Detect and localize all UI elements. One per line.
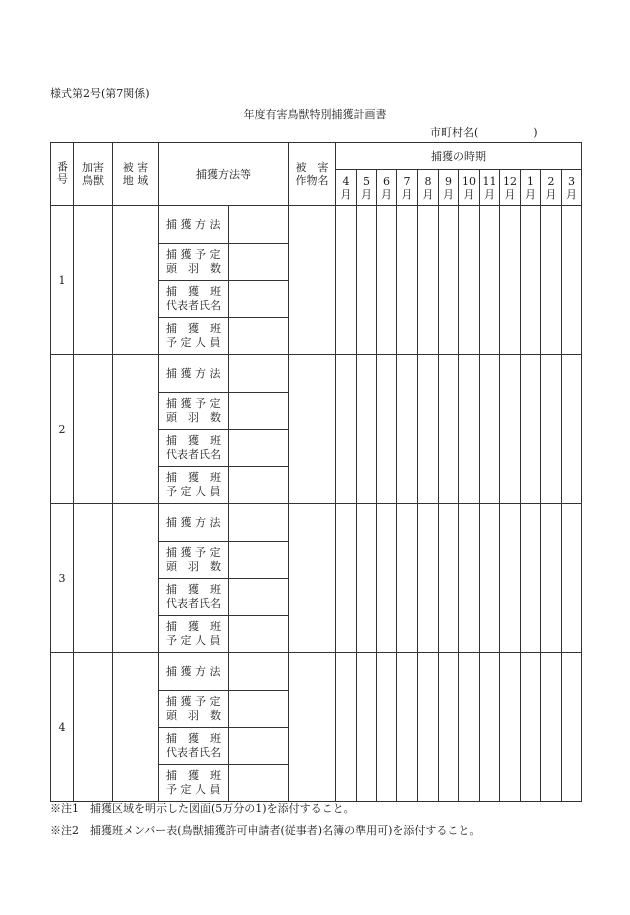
month-cell[interactable] [439, 206, 459, 355]
animal-cell[interactable] [74, 504, 113, 653]
crop-cell[interactable] [289, 206, 336, 355]
note-2: ※注2 捕獲班メンバー表(鳥獣捕獲許可申請者(従事者)名簿の準用可)を添付すること。 [50, 824, 481, 837]
crop-cell[interactable] [289, 653, 336, 802]
month-cell[interactable] [357, 504, 377, 653]
area-cell[interactable] [113, 206, 159, 355]
municipality-label: 市町村名( ) [430, 126, 538, 139]
header-month: 3 月 [562, 170, 582, 206]
row-number: 4 [51, 653, 74, 802]
method-sub-label: 捕 獲 班 代表者氏名 [159, 728, 229, 765]
row-number: 1 [51, 206, 74, 355]
month-cell[interactable] [459, 504, 480, 653]
month-cell[interactable] [562, 653, 582, 802]
month-cell[interactable] [480, 206, 500, 355]
month-cell[interactable] [418, 504, 439, 653]
month-cell[interactable] [397, 355, 418, 504]
method-sub-label: 捕 獲 方 法 [159, 653, 229, 691]
form-number-label: 様式第2号(第7関係) [50, 87, 150, 100]
month-cell[interactable] [480, 504, 500, 653]
header-method: 捕獲方法等 [159, 143, 289, 206]
table-row [51, 653, 582, 691]
header-month: 6 月 [377, 170, 397, 206]
method-value-cell[interactable] [229, 430, 289, 467]
month-cell[interactable] [521, 206, 541, 355]
header-month: 12 月 [500, 170, 521, 206]
method-value-cell[interactable] [229, 281, 289, 318]
header-month: 10 月 [459, 170, 480, 206]
method-sub-label: 捕 獲 予 定 頭 羽 数 [159, 542, 229, 579]
table-row [51, 355, 582, 393]
method-sub-label: 捕 獲 予 定 頭 羽 数 [159, 393, 229, 430]
month-cell[interactable] [521, 504, 541, 653]
row-number: 3 [51, 504, 74, 653]
method-sub-label: 捕 獲 班 予 定 人 員 [159, 616, 229, 653]
method-value-cell[interactable] [229, 579, 289, 616]
month-cell[interactable] [397, 504, 418, 653]
month-cell[interactable] [541, 355, 562, 504]
method-sub-label: 捕 獲 予 定 頭 羽 数 [159, 691, 229, 728]
method-sub-label: 捕 獲 方 法 [159, 504, 229, 542]
month-cell[interactable] [357, 206, 377, 355]
header-area: 被 害 地 域 [113, 143, 159, 206]
header-month: 1 月 [521, 170, 541, 206]
capture-plan-table [50, 142, 582, 802]
header-period: 捕獲の時期 [336, 143, 582, 170]
note-1: ※注1 捕獲区域を明示した図面(5万分の1)を添付すること。 [50, 802, 355, 815]
crop-cell[interactable] [289, 355, 336, 504]
method-value-cell[interactable] [229, 728, 289, 765]
header-number: 番号 [51, 143, 74, 206]
month-cell[interactable] [459, 653, 480, 802]
month-cell[interactable] [377, 206, 397, 355]
document-title: 年度有害鳥獣特別捕獲計画書 [243, 108, 387, 121]
method-value-cell[interactable] [229, 355, 289, 393]
method-sub-label: 捕 獲 班 予 定 人 員 [159, 765, 229, 802]
area-cell[interactable] [113, 653, 159, 802]
month-cell[interactable] [480, 653, 500, 802]
method-value-cell[interactable] [229, 691, 289, 728]
month-cell[interactable] [336, 206, 357, 355]
header-month: 8 月 [418, 170, 439, 206]
header-month: 5 月 [357, 170, 377, 206]
method-value-cell[interactable] [229, 318, 289, 355]
month-cell[interactable] [521, 355, 541, 504]
method-sub-label: 捕 獲 予 定 頭 羽 数 [159, 244, 229, 281]
method-value-cell[interactable] [229, 393, 289, 430]
method-value-cell[interactable] [229, 504, 289, 542]
table-row [51, 504, 582, 542]
month-cell[interactable] [541, 206, 562, 355]
month-cell[interactable] [377, 355, 397, 504]
month-cell[interactable] [562, 206, 582, 355]
month-cell[interactable] [480, 355, 500, 504]
month-cell[interactable] [377, 504, 397, 653]
method-value-cell[interactable] [229, 616, 289, 653]
month-cell[interactable] [336, 653, 357, 802]
method-sub-label: 捕 獲 方 法 [159, 206, 229, 244]
header-month: 11 月 [480, 170, 500, 206]
month-cell[interactable] [336, 355, 357, 504]
month-cell[interactable] [541, 653, 562, 802]
method-sub-label: 捕 獲 方 法 [159, 355, 229, 393]
notes [50, 800, 480, 844]
header-animal: 加害 鳥獣 [74, 143, 113, 206]
month-cell[interactable] [439, 355, 459, 504]
month-cell[interactable] [397, 206, 418, 355]
month-cell[interactable] [500, 653, 521, 802]
month-cell[interactable] [439, 653, 459, 802]
month-cell[interactable] [500, 206, 521, 355]
method-value-cell[interactable] [229, 206, 289, 244]
method-sub-label: 捕 獲 班 代表者氏名 [159, 579, 229, 616]
animal-cell[interactable] [74, 355, 113, 504]
month-cell[interactable] [357, 355, 377, 504]
month-cell[interactable] [397, 653, 418, 802]
month-cell[interactable] [418, 206, 439, 355]
month-cell[interactable] [418, 355, 439, 504]
month-cell[interactable] [357, 653, 377, 802]
month-cell[interactable] [377, 653, 397, 802]
header-month: 9 月 [439, 170, 459, 206]
method-value-cell[interactable] [229, 653, 289, 691]
row-number: 2 [51, 355, 74, 504]
month-cell[interactable] [418, 653, 439, 802]
method-sub-label: 捕 獲 班 予 定 人 員 [159, 467, 229, 504]
month-cell[interactable] [336, 504, 357, 653]
method-sub-label: 捕 獲 班 代表者氏名 [159, 281, 229, 318]
method-sub-label: 捕 獲 班 代表者氏名 [159, 430, 229, 467]
method-value-cell[interactable] [229, 244, 289, 281]
month-cell[interactable] [500, 504, 521, 653]
method-value-cell[interactable] [229, 542, 289, 579]
month-cell[interactable] [541, 504, 562, 653]
area-cell[interactable] [113, 504, 159, 653]
table-row [51, 206, 582, 244]
month-cell[interactable] [562, 355, 582, 504]
month-cell[interactable] [500, 355, 521, 504]
header-crop: 被 害 作物名 [289, 143, 336, 206]
header-month: 4 月 [336, 170, 357, 206]
month-cell[interactable] [459, 206, 480, 355]
header-month: 2 月 [541, 170, 562, 206]
month-cell[interactable] [459, 355, 480, 504]
animal-cell[interactable] [74, 653, 113, 802]
month-cell[interactable] [521, 653, 541, 802]
method-sub-label: 捕 獲 班 予 定 人 員 [159, 318, 229, 355]
crop-cell[interactable] [289, 504, 336, 653]
method-value-cell[interactable] [229, 765, 289, 802]
animal-cell[interactable] [74, 206, 113, 355]
header-month: 7 月 [397, 170, 418, 206]
area-cell[interactable] [113, 355, 159, 504]
month-cell[interactable] [439, 504, 459, 653]
month-cell[interactable] [562, 504, 582, 653]
method-value-cell[interactable] [229, 467, 289, 504]
